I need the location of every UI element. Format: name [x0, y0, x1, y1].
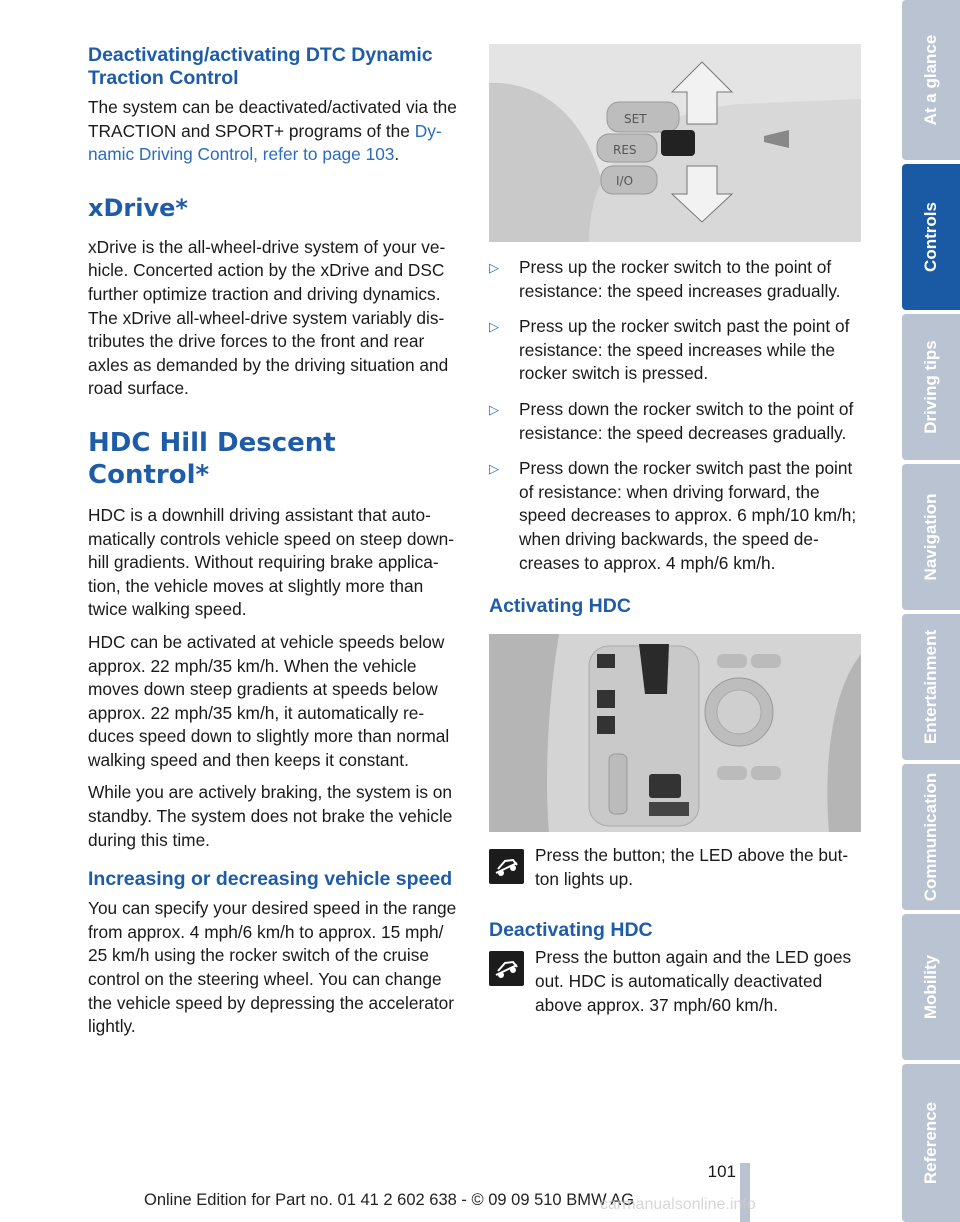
speed-heading: Increasing or decreasing vehicle speed — [88, 868, 453, 891]
hdc-paragraph-2: HDC can be activated at vehicle speeds below approx. 22 mph/35 km/h. When the vehicle moves down steep gradients at speeds below approx. 22 mph/35 km/h, it automatically re-duces speed down to slightly more than normal walking speed and then keeps it constant. — [88, 631, 450, 770]
tab-communication[interactable]: Communication — [902, 764, 960, 910]
deactivating-hdc-heading: Deactivating HDC — [489, 919, 653, 942]
hdc-button-icon — [489, 849, 524, 884]
deactivating-hdc-text: Press the button again and the LED goes out. HDC is automatically deactivated above approx. 37 mph/60 km/h. — [489, 946, 861, 1017]
tab-navigation[interactable]: Navigation — [902, 464, 960, 610]
dtc-text: The system can be deactivated/activated via the TRACTION and SPORT+ programs of the — [88, 97, 457, 141]
dtc-paragraph — [88, 96, 463, 167]
hdc-paragraph-1: HDC is a downhill driving assistant that auto-matically controls vehicle speed on steep down-hill gradients. Without requiring brake applica-tion, the vehicle moves at slightly more than twice walking speed. — [88, 504, 454, 620]
center-console-figure — [489, 634, 861, 832]
tab-controls[interactable]: Controls — [902, 164, 960, 310]
triangle-bullet-icon: ▷ — [489, 401, 499, 417]
dtc-page-link[interactable]: Dy-namic Driving Control, refer to page 103 — [88, 120, 442, 165]
list-item: ▷ Press up the rocker switch past the point of resistance: the speed increases while the rocker switch is pressed. — [489, 316, 850, 384]
watermark: carmanualsonline.info — [600, 1196, 756, 1213]
list-item: ▷ Press down the rocker switch past the point of resistance: when driving forward, the speed decreases to approx. 6 mph/10 km/h; when driving backwards, the speed de-creases to approx. 4 mph/6 km/h. — [489, 458, 857, 573]
set-label: SET — [624, 112, 647, 126]
hdc-button-icon — [489, 951, 524, 986]
xdrive-paragraph: xDrive is the all-wheel-drive system of your ve-hicle. Concerted action by the xDrive and DSC further optimize traction and driving dynamics. The xDrive all-wheel-drive system variably dis-tributes the drive forces to the front and rear axles as demanded by the driving situation and road surface. — [88, 236, 449, 399]
xdrive-heading: xDrive* — [88, 193, 188, 222]
center-console-illustration — [489, 634, 861, 832]
rocker-bullet-list — [489, 256, 861, 575]
list-item: ▷ Press up the rocker switch to the point of resistance: the speed increases gradually. — [489, 257, 841, 301]
tab-reference[interactable]: Reference — [902, 1064, 960, 1222]
tab-driving-tips[interactable]: Driving tips — [902, 314, 960, 460]
activating-hdc-heading: Activating HDC — [489, 595, 631, 618]
hdc-heading: HDC Hill Descent Control* — [88, 427, 336, 490]
chapter-sidebar — [902, 0, 960, 1222]
tab-entertainment[interactable]: Entertainment — [902, 614, 960, 760]
right-column — [489, 44, 861, 1017]
activating-hdc-text: Press the button; the LED above the but-ton lights up. — [489, 844, 861, 891]
steering-wheel-illustration — [489, 44, 861, 242]
steering-wheel-figure — [489, 44, 861, 242]
speed-paragraph: You can specify your desired speed in the range from approx. 4 mph/6 km/h to approx. 15 mph/ 25 km/h using the rocker switch of the cruise control on the steering wheel. You can change the vehicle speed by depressing the accelerator lightly. — [88, 898, 457, 1037]
io-label: I/O — [616, 174, 634, 188]
page-number: 101 — [707, 1162, 736, 1181]
triangle-bullet-icon: ▷ — [489, 319, 499, 335]
list-item: ▷ Press down the rocker switch to the point of resistance: the speed decreases gradually. — [489, 398, 854, 443]
triangle-bullet-icon: ▷ — [489, 461, 499, 477]
left-column — [88, 44, 463, 1048]
triangle-bullet-icon: ▷ — [489, 260, 499, 275]
res-label: RES — [613, 143, 637, 157]
hdc-paragraph-3: While you are actively braking, the system is on standby. The system does not brake the vehicle during this time. — [88, 782, 453, 850]
edition-footer: Online Edition for Part no. 01 41 2 602 638 - © 09 09 510 BMW AG — [144, 1191, 635, 1209]
tab-at-a-glance[interactable]: At a glance — [902, 0, 960, 160]
dtc-heading: Deactivating/activating DTC Dynamic Traction Control — [88, 44, 433, 89]
tab-mobility[interactable]: Mobility — [902, 914, 960, 1060]
dtc-end: . — [394, 144, 400, 165]
